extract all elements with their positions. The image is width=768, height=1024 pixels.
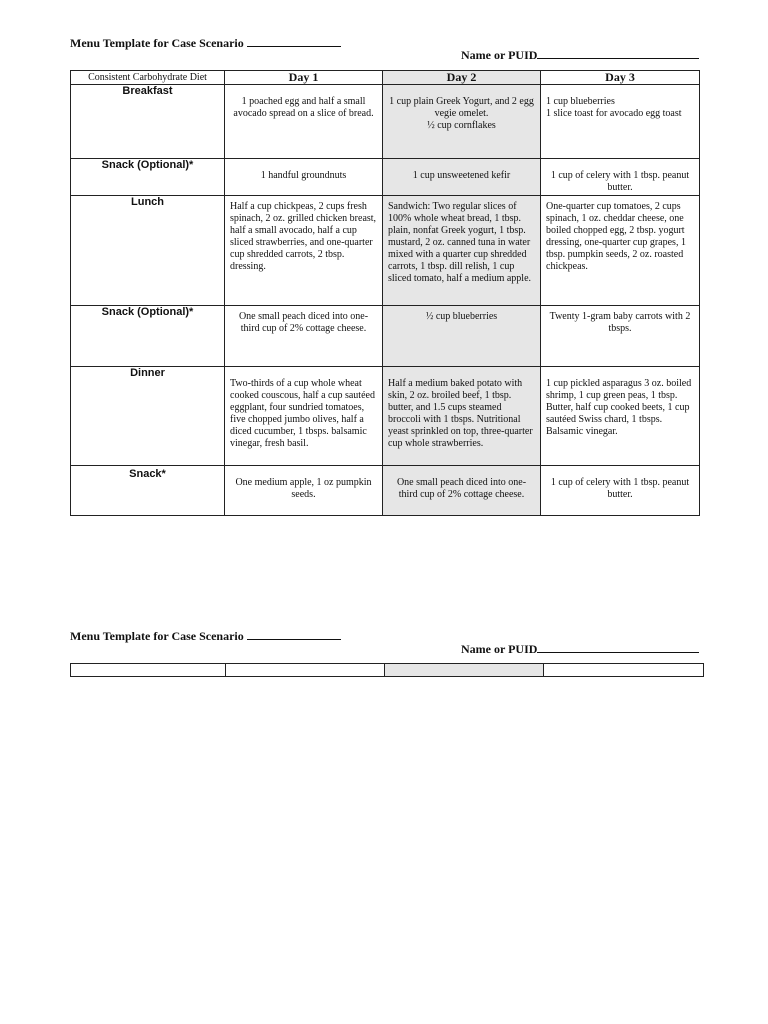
table-row-snack-2 [71, 306, 700, 367]
meal-text: 1 cup unsweetened kefir [412, 170, 511, 181]
row-label-lunch: Lunch [71, 196, 225, 306]
diet-label: Consistent Carbohydrate Diet [71, 71, 225, 85]
table-cell [383, 466, 541, 516]
name-field-label: Name or PUID [461, 642, 538, 656]
table-row-snack-1 [71, 159, 700, 196]
table-header-row [71, 71, 700, 85]
blank-table-row [71, 664, 704, 677]
table-cell [225, 306, 383, 367]
day-2-header: Day 2 [383, 71, 541, 85]
row-label-breakfast: Breakfast [71, 85, 225, 159]
meal-text: 1 cup of celery with 1 tbsp. peanut butter. [550, 477, 690, 500]
blank-cell [544, 664, 704, 677]
table-cell [383, 159, 541, 196]
table-cell [225, 367, 383, 466]
meal-text: 1 cup blueberries 1 slice toast for avocado egg toast [546, 96, 682, 119]
name-field-2 [461, 642, 699, 657]
blank-cell [226, 664, 385, 677]
name-field-label: Name or PUID [461, 48, 538, 62]
blank-cell [385, 664, 544, 677]
meal-text: 1 cup of celery with 1 tbsp. peanut butter. [550, 170, 690, 193]
table-row-lunch [71, 196, 700, 306]
meal-text: Half a cup chickpeas, 2 cups fresh spinach, 2 oz. grilled chicken breast, half a small avocado, half a cup sliced strawberries, and one-quarter cup shredded carrots, 2 tbsp. dressing. [230, 201, 377, 272]
table-row-snack-3 [71, 466, 700, 516]
table-cell [225, 159, 383, 196]
blank-table [70, 663, 704, 677]
day-1-header: Day 1 [225, 71, 383, 85]
meal-text: 1 handful groundnuts [260, 170, 347, 181]
table-cell [541, 196, 700, 306]
meal-text: One medium apple, 1 oz pumpkin seeds. [235, 477, 372, 500]
meal-text: One small peach diced into one-third cup of 2% cottage cheese. [396, 477, 527, 500]
meal-text: 1 cup plain Greek Yogurt, and 2 egg vegie omelet. ½ cup cornflakes [389, 96, 534, 131]
table-cell [541, 466, 700, 516]
blank-cell [71, 664, 226, 677]
meal-text: 1 poached egg and half a small avocado spread on a slice of bread. [233, 96, 374, 119]
name-field [461, 48, 699, 63]
table-cell [541, 159, 700, 196]
table-cell [541, 367, 700, 466]
name-field-blank[interactable] [537, 642, 699, 653]
meal-text: Half a medium baked potato with skin, 2 oz. broiled beef, 1 tbsp. butter, and 1.5 cups steamed broccoli with 1 tbsps. Nutritional yeast sprinkled on top, three-quarter cup whole strawberries. [388, 378, 533, 449]
row-label-snack-1: Snack (Optional)* [71, 159, 225, 196]
table-cell [383, 306, 541, 367]
table-cell [541, 306, 700, 367]
table-cell [225, 196, 383, 306]
meal-text: Sandwich: Two regular slices of 100% whole wheat bread, 1 tbsp. plain, nonfat Greek yogurt, 1 tbsp. mustard, 2 oz. canned tuna in water mixed with a quarter cup shredded carrots, 1 tbsp. dill relish, 1 cup sliced tomato, half a medium apple. [388, 201, 532, 284]
table-cell [383, 367, 541, 466]
template-title-blank[interactable] [247, 629, 341, 640]
meal-text: ½ cup blueberries [425, 311, 498, 322]
template-title-2 [70, 629, 341, 644]
meal-text: 1 cup pickled asparagus 3 oz. boiled shrimp, 1 cup green peas, 1 tbsp. Butter, half cup cooked beets, 1 cup sautéed Swiss chard, 1 tbsps. Balsamic vinegar. [546, 378, 692, 437]
template-title-text: Menu Template for Case Scenario [70, 36, 244, 50]
table-cell [225, 466, 383, 516]
table-row-dinner [71, 367, 700, 466]
meal-text: Two-thirds of a cup whole wheat cooked couscous, half a cup sautéed eggplant, four sundried tomatoes, five chopped jumbo olives, half a diced cucumber, 1 tbsps. balsamic vinegar, fresh basil. [230, 378, 375, 449]
table-cell [225, 85, 383, 159]
row-label-dinner: Dinner [71, 367, 225, 466]
table-cell [383, 196, 541, 306]
table-cell [383, 85, 541, 159]
menu-table [70, 70, 700, 516]
meal-text: Twenty 1-gram baby carrots with 2 tbsps. [549, 311, 691, 334]
table-row-breakfast [71, 85, 700, 159]
day-3-header: Day 3 [541, 71, 700, 85]
meal-text: One-quarter cup tomatoes, 2 cups spinach, 1 oz. cheddar cheese, one boiled chopped egg, 2 tbsp. yogurt dressing, one-quarter cup grapes, 1 tbsp. pumpkin seeds, 2 oz. roasted chickpeas. [546, 201, 686, 272]
template-title-text: Menu Template for Case Scenario [70, 629, 244, 643]
meal-text: One small peach diced into one-third cup of 2% cottage cheese. [238, 311, 369, 334]
template-title-blank[interactable] [247, 36, 341, 47]
table-cell [541, 85, 700, 159]
template-title [70, 36, 341, 51]
name-field-blank[interactable] [537, 48, 699, 59]
row-label-snack-3: Snack* [71, 466, 225, 516]
row-label-snack-2: Snack (Optional)* [71, 306, 225, 367]
